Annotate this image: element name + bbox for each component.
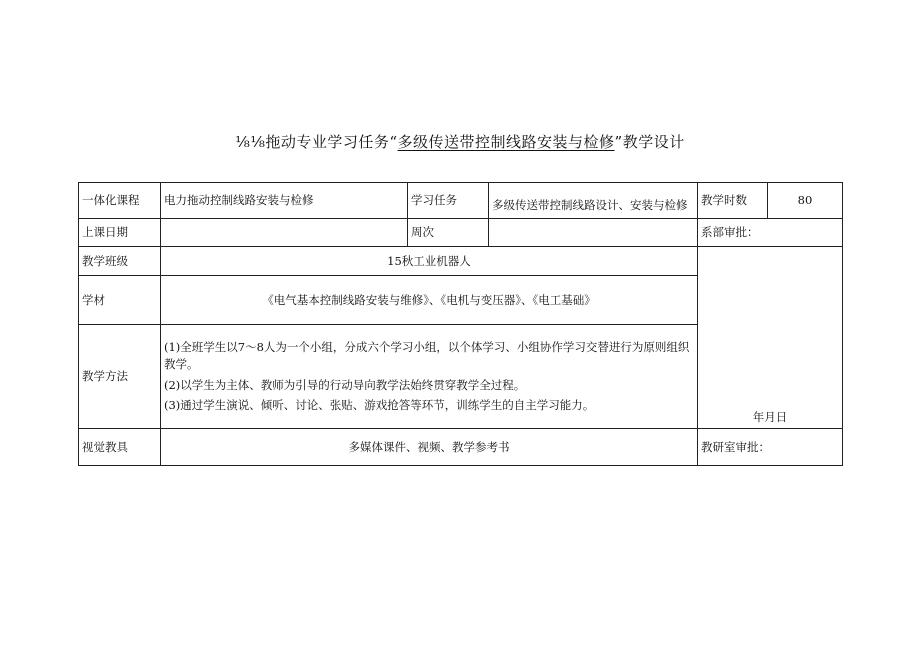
row-aids — [79, 429, 843, 466]
week-label: 周次 — [408, 219, 489, 247]
materials-value: 《电气基本控制线路安装与维修》、《电机与变压器》、《电工基础》 — [161, 276, 698, 325]
document-title — [0, 131, 920, 152]
title-task-name: 多级传送带控制线路安装与检修 — [397, 133, 615, 151]
task-value: 多级传送带控制线路设计、安装与检修 — [489, 183, 698, 219]
aids-value: 多媒体课件、视频、教学参考书 — [161, 429, 698, 466]
row-date — [79, 219, 843, 247]
row-class — [79, 247, 843, 276]
method-item: (2)以学生为主体、教师为引导的行动导向教学法始终贯穿教学全过程。 — [164, 377, 526, 392]
week-value — [489, 219, 698, 247]
date-stamp: 年月日 — [698, 247, 843, 429]
office-approval-label: 教研室审批： — [698, 429, 843, 466]
method-list — [161, 325, 698, 429]
class-value: 15秋工业机器人 — [161, 247, 698, 276]
course-label: 一体化课程 — [79, 183, 161, 219]
aids-label: 视觉教具 — [79, 429, 161, 466]
hours-value: 80 — [768, 183, 843, 219]
row-course — [79, 183, 843, 219]
hours-label: 教学时数 — [698, 183, 768, 219]
course-value: 电力拖动控制线路安装与检修 — [161, 183, 408, 219]
task-label: 学习任务 — [408, 183, 489, 219]
class-label: 教学班级 — [79, 247, 161, 276]
dept-approval-label: 系部审批： — [698, 219, 843, 247]
date-value — [161, 219, 408, 247]
title-prefix: ⅛⅛拖动专业学习任务“ — [235, 133, 398, 151]
date-label: 上课日期 — [79, 219, 161, 247]
method-label: 教学方法 — [79, 325, 161, 429]
method-item: (3)通过学生演说、倾听、讨论、张贴、游戏抢答等环节，训练学生的自主学习能力。 — [164, 398, 595, 413]
title-suffix: ”教学设计 — [614, 133, 685, 151]
materials-label: 学材 — [79, 276, 161, 325]
method-item: (1)全班学生以7～8人为一个小组，分成六个学习小组，以个体学习、小组协作学习交替进行为原则组织教学。 — [164, 340, 690, 371]
lesson-plan-table — [78, 182, 843, 466]
